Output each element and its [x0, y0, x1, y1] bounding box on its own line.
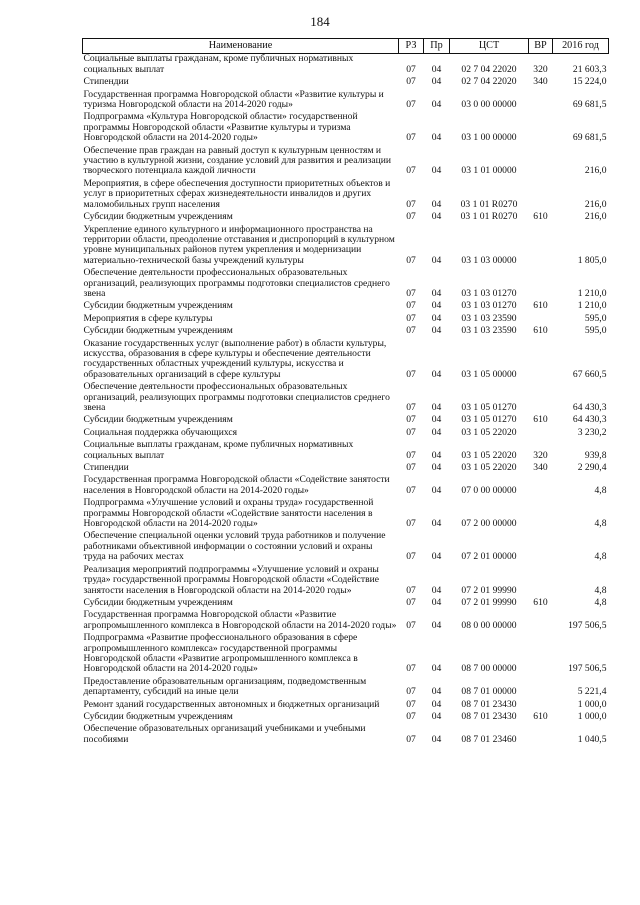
- row-pr: 04: [431, 462, 442, 474]
- row-pr: 04: [431, 63, 442, 75]
- row-cst: 08 7 01 23430: [461, 698, 517, 710]
- row-name: Социальные выплаты гражданам, кроме публичных нормативных социальных выплат: [83, 53, 354, 75]
- row-vr: 340: [533, 462, 548, 474]
- header-cst: ЦСТ: [450, 39, 529, 54]
- table-row: [83, 326, 609, 338]
- table-row: [83, 633, 609, 677]
- row-pr: 04: [431, 132, 442, 144]
- row-rz: 07: [406, 254, 416, 266]
- row-pr: 04: [431, 312, 442, 324]
- row-name: Стипендии: [83, 462, 129, 474]
- row-amount: 1 210,0: [577, 300, 607, 312]
- table-row: [83, 268, 609, 301]
- row-cst: 03 1 05 01270: [461, 402, 517, 413]
- row-pr: 04: [431, 518, 442, 530]
- row-pr: 04: [431, 551, 442, 563]
- row-vr: 610: [533, 414, 548, 426]
- row-pr: 04: [431, 254, 442, 266]
- row-amount: 4,8: [594, 484, 607, 496]
- row-pr: 04: [431, 710, 442, 722]
- row-name: Подпрограмма «Культура Новгородской области» государственной программы Новгородской области «Развитие культуры и туризма Новгородской области на 2014-2020 годы»: [83, 111, 358, 144]
- row-rz: 07: [406, 596, 416, 608]
- row-cst: 03 1 01 R0270: [460, 211, 518, 223]
- row-rz: 07: [406, 449, 416, 461]
- row-cst: 07 2 01 00000: [461, 551, 517, 563]
- row-cst: 07 0 00 00000: [461, 484, 517, 496]
- row-pr: 04: [431, 484, 442, 496]
- row-vr: 610: [533, 211, 548, 223]
- row-amount: 69 681,5: [572, 99, 607, 111]
- row-rz: 07: [406, 402, 416, 413]
- row-rz: 07: [406, 165, 416, 177]
- row-name: Стипендии: [83, 76, 129, 88]
- row-pr: 04: [431, 596, 442, 608]
- row-vr: 610: [533, 596, 548, 608]
- table-row: [83, 565, 609, 598]
- row-amount: 1 040,5: [577, 733, 607, 745]
- row-name: Обеспечение деятельности профессиональных образовательных организаций, реализующих программы подготовки специалистов среднего звена: [83, 267, 390, 299]
- row-cst: 03 1 05 01270: [461, 414, 517, 426]
- table-row: [83, 179, 609, 212]
- row-vr: [529, 475, 553, 498]
- row-vr: 320: [533, 449, 548, 461]
- row-name: Мероприятия, в сфере обеспечения доступности приоритетных объектов и услуг в приоритетных сферах жизнедеятельности инвалидов и других маломобильных групп населения: [83, 177, 391, 210]
- table-row: [83, 339, 609, 383]
- row-rz: 07: [406, 300, 416, 312]
- row-pr: 04: [431, 402, 442, 413]
- table-row: [83, 382, 609, 415]
- row-rz: 07: [406, 733, 416, 745]
- budget-table: [82, 38, 609, 747]
- row-cst: 07 2 00 00000: [461, 518, 517, 530]
- row-rz: 07: [406, 368, 416, 380]
- row-amount: 5 221,4: [577, 686, 607, 698]
- row-rz: 07: [406, 312, 416, 324]
- row-vr: 340: [533, 76, 548, 88]
- row-name: Подпрограмма «Развитие профессионального образования в сфере агропромышленного комплекса» государственной программы Новгородской области «Развитие агропромышленного комплекса в Новгородской области на 2014-2020 годы»: [83, 632, 358, 675]
- table-row: [83, 415, 609, 427]
- row-amount: 595,0: [584, 325, 607, 337]
- row-rz: 07: [406, 287, 416, 299]
- row-pr: 04: [431, 619, 442, 631]
- table-row: [83, 475, 609, 498]
- row-name: Подпрограмма «Улучшение условий и охраны труда» государственной программы Новгородской области «Содействие занятости населения в Новгородской области на 2014-2020 годы»: [83, 497, 374, 530]
- row-amount: 64 430,3: [572, 402, 607, 413]
- row-amount: 197 506,5: [568, 663, 607, 675]
- row-pr: 04: [431, 426, 442, 438]
- row-pr: 04: [431, 584, 442, 596]
- row-cst: 03 1 03 00000: [461, 254, 517, 266]
- row-rz: 07: [406, 462, 416, 474]
- row-name: Субсидии бюджетным учреждениям: [83, 300, 233, 312]
- row-amount: 4,8: [594, 551, 607, 563]
- row-pr: 04: [431, 76, 442, 88]
- row-amount: 216,0: [584, 165, 607, 177]
- table-row: [83, 610, 609, 633]
- row-pr: 04: [431, 663, 442, 675]
- row-amount: 15 224,0: [572, 76, 607, 88]
- row-cst: 08 7 01 23460: [461, 733, 517, 745]
- row-rz: 07: [406, 211, 416, 223]
- row-vr: [529, 179, 553, 212]
- row-name: Укрепление единого культурного и информационного пространства на территории области, преодоление отставания и диспропорций в культурном уровне муниципальных районов путем укрепления и модернизации материально-технической базы учреждений культуры: [83, 223, 395, 266]
- row-cst: 07 2 01 99990: [461, 584, 517, 596]
- row-pr: 04: [431, 733, 442, 745]
- row-name: Обеспечение прав граждан на равный доступ к культурным ценностям и участию в культурной жизни, создание условий для развития и реализации творческого потенциала каждой личности: [83, 144, 392, 177]
- table-row: [83, 724, 609, 747]
- row-rz: 07: [406, 426, 416, 438]
- row-cst: 03 1 05 22020: [461, 462, 517, 474]
- row-vr: [529, 146, 553, 179]
- row-amount: 216,0: [584, 211, 607, 223]
- row-cst: 03 1 05 22020: [461, 449, 517, 461]
- row-rz: 07: [406, 76, 416, 88]
- row-vr: [529, 382, 553, 415]
- row-vr: [529, 677, 553, 700]
- row-rz: 07: [406, 325, 416, 337]
- row-name: Субсидии бюджетным учреждениям: [83, 325, 233, 337]
- row-rz: 07: [406, 518, 416, 530]
- row-name: Субсидии бюджетным учреждениям: [83, 414, 233, 426]
- row-name: Субсидии бюджетным учреждениям: [83, 211, 233, 223]
- row-name: Государственная программа Новгородской области «Содействие занятости населения в Новгородской области на 2014-2020 годы»: [83, 474, 390, 496]
- row-amount: 4,8: [594, 518, 607, 530]
- row-name: Ремонт зданий государственных автономных и бюджетных организаций: [83, 698, 380, 710]
- row-vr: 610: [533, 710, 548, 722]
- row-name: Реализация мероприятий подпрограммы «Улучшение условий и охраны труда» государственной программы Новгородской области «Содействие занятости населения в Новгородской области на 2014-2020 годы»: [83, 563, 380, 596]
- table-row: [83, 498, 609, 531]
- row-amount: 1 805,0: [577, 254, 607, 266]
- table-row: [83, 90, 609, 113]
- row-cst: 02 7 04 22020: [461, 63, 517, 75]
- table-row: [83, 677, 609, 700]
- row-pr: 04: [431, 300, 442, 312]
- row-vr: [529, 112, 553, 145]
- row-amount: 67 660,5: [572, 368, 607, 380]
- row-rz: 07: [406, 698, 416, 710]
- row-cst: 08 0 00 00000: [461, 619, 517, 631]
- row-rz: 07: [406, 551, 416, 563]
- row-amount: 595,0: [584, 312, 607, 324]
- row-vr: [529, 610, 553, 633]
- row-amount: 4,8: [594, 584, 607, 596]
- row-cst: 03 1 05 22020: [461, 426, 517, 438]
- row-rz: 07: [406, 132, 416, 144]
- row-vr: [529, 565, 553, 598]
- row-pr: 04: [431, 414, 442, 426]
- row-amount: 1 210,0: [577, 287, 607, 299]
- row-amount: 1 000,0: [577, 710, 607, 722]
- table-row: [83, 146, 609, 179]
- row-pr: 04: [431, 325, 442, 337]
- table-row: [83, 301, 609, 313]
- row-name: Обеспечение специальной оценки условий труда работников и получение работниками объективной информации о состоянии условий и охраны труда на рабочих местах: [83, 530, 386, 563]
- row-name: Оказание государственных услуг (выполнение работ) в области культуры, искусства, образования в сфере культуры и обеспечение деятельности государственных областных учреждений культуры, искусства и образовательных организаций в сфере культуры: [83, 337, 387, 380]
- row-rz: 07: [406, 99, 416, 111]
- row-vr: [529, 428, 553, 440]
- table-row: [83, 440, 609, 463]
- row-name: Субсидии бюджетным учреждениям: [83, 710, 233, 722]
- header-pr: Пр: [424, 39, 450, 54]
- row-vr: [529, 225, 553, 269]
- row-pr: 04: [431, 698, 442, 710]
- row-name: Государственная программа Новгородской области «Развитие культуры и туризма Новгородской области на 2014-2020 годы»: [83, 88, 384, 111]
- row-vr: 610: [533, 325, 548, 337]
- row-rz: 07: [406, 619, 416, 631]
- header-rz: РЗ: [399, 39, 424, 54]
- row-amount: 216,0: [584, 198, 607, 210]
- row-pr: 04: [431, 449, 442, 461]
- row-amount: 2 290,4: [577, 462, 607, 474]
- header-amount: 2016 год: [553, 39, 609, 54]
- table-row: [83, 112, 609, 145]
- row-cst: 03 1 01 R0270: [460, 198, 518, 210]
- row-name: Мероприятия в сфере культуры: [83, 312, 213, 324]
- row-name: Социальная поддержка обучающихся: [83, 426, 238, 438]
- row-rz: 07: [406, 484, 416, 496]
- row-cst: 08 7 01 23430: [461, 710, 517, 722]
- row-name: Субсидии бюджетным учреждениям: [83, 596, 233, 608]
- header-name: Наименование: [83, 39, 399, 54]
- row-amount: 3 230,2: [577, 426, 607, 438]
- row-vr: [529, 633, 553, 677]
- row-rz: 07: [406, 710, 416, 722]
- table-row: [83, 531, 609, 564]
- row-name: Обеспечение образовательных организаций учебниками и учебными пособиями: [83, 723, 366, 745]
- row-name: Обеспечение деятельности профессиональных образовательных организаций, реализующих программы подготовки специалистов среднего звена: [83, 381, 390, 413]
- row-name: Государственная программа Новгородской области «Развитие агропромышленного комплекса в Новгородской области на 2014-2020 годы»: [83, 609, 397, 631]
- row-pr: 04: [431, 198, 442, 210]
- table-row: [83, 54, 609, 77]
- row-cst: 02 7 04 22020: [461, 76, 517, 88]
- row-cst: 03 1 03 01270: [461, 300, 517, 312]
- row-vr: [529, 90, 553, 113]
- row-name: Социальные выплаты гражданам, кроме публичных нормативных социальных выплат: [83, 439, 354, 461]
- row-cst: 08 7 00 00000: [461, 663, 517, 675]
- row-amount: 1 000,0: [577, 698, 607, 710]
- row-rz: 07: [406, 584, 416, 596]
- table-header-row: [83, 39, 609, 54]
- table-row: [83, 77, 609, 89]
- header-vr: ВР: [529, 39, 553, 54]
- row-vr: 610: [533, 300, 548, 312]
- row-vr: [529, 724, 553, 747]
- row-cst: 03 1 03 01270: [461, 287, 517, 299]
- row-cst: 03 1 00 00000: [461, 132, 517, 144]
- row-vr: 320: [533, 63, 548, 75]
- row-rz: 07: [406, 414, 416, 426]
- row-cst: 07 2 01 99990: [461, 596, 517, 608]
- row-amount: 939,8: [584, 449, 607, 461]
- row-pr: 04: [431, 686, 442, 698]
- row-cst: 08 7 01 00000: [461, 686, 517, 698]
- row-rz: 07: [406, 63, 416, 75]
- row-pr: 04: [431, 287, 442, 299]
- page-number: 184: [310, 14, 330, 29]
- row-amount: 21 603,3: [572, 63, 607, 75]
- row-cst: 03 0 00 00000: [461, 99, 517, 111]
- table-row: [83, 225, 609, 269]
- row-cst: 03 1 03 23590: [461, 325, 517, 337]
- row-amount: 4,8: [594, 596, 607, 608]
- table-row: [83, 212, 609, 224]
- row-vr: [529, 531, 553, 564]
- row-cst: 03 1 03 23590: [461, 312, 517, 324]
- row-amount: 69 681,5: [572, 132, 607, 144]
- row-rz: 07: [406, 686, 416, 698]
- row-rz: 07: [406, 198, 416, 210]
- row-amount: 64 430,3: [572, 414, 607, 426]
- row-pr: 04: [431, 99, 442, 111]
- row-pr: 04: [431, 211, 442, 223]
- row-cst: 03 1 05 00000: [461, 368, 517, 380]
- row-cst: 03 1 01 00000: [461, 165, 517, 177]
- row-amount: 197 506,5: [568, 619, 607, 631]
- row-vr: [529, 268, 553, 301]
- row-name: Предоставление образовательным организациям, подведомственным департаменту, субсидий на иные цели: [83, 675, 367, 698]
- row-pr: 04: [431, 368, 442, 380]
- row-pr: 04: [431, 165, 442, 177]
- row-vr: [529, 339, 553, 383]
- row-rz: 07: [406, 663, 416, 675]
- row-vr: [529, 498, 553, 531]
